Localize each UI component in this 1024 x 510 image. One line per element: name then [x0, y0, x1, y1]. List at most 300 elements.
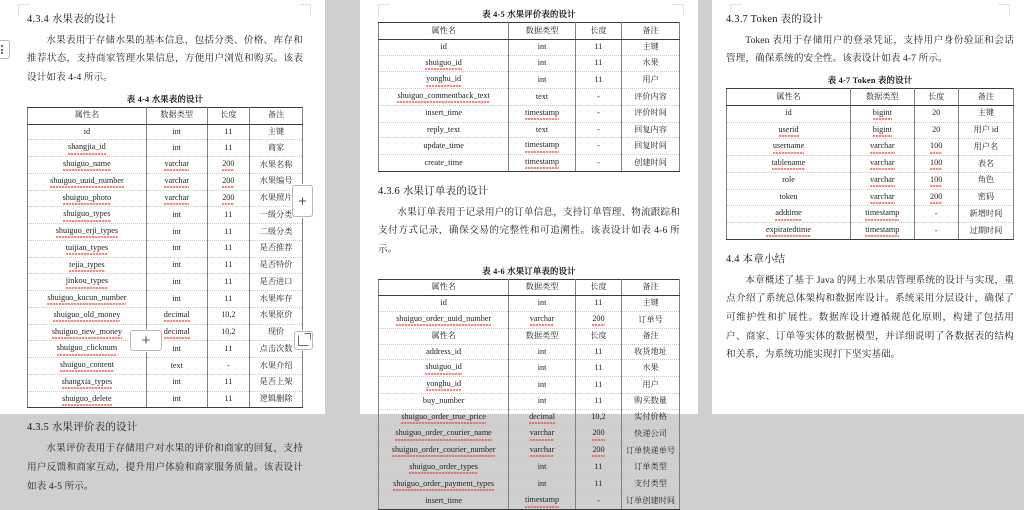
cell-attribute	[28, 358, 147, 375]
plus-icon: +	[298, 192, 307, 210]
cell-remark: 水果	[622, 55, 680, 72]
cell-remark: 评价内容	[622, 89, 680, 106]
cell-datatype	[509, 493, 576, 510]
cell-remark: 是否推荐	[250, 240, 303, 257]
cell-attribute	[379, 360, 509, 377]
cell-length: 11	[207, 124, 249, 140]
cell-length: -	[575, 155, 621, 172]
cell-remark: 购买数量	[622, 393, 680, 409]
table-header-row	[28, 107, 303, 124]
spellcheck-underline: yonghu_id	[426, 379, 461, 390]
table-move-handle-button[interactable]	[0, 40, 10, 59]
cell-length: 11	[207, 207, 249, 224]
table-4-4-fruit[interactable]	[27, 107, 303, 409]
table-resize-handle-button[interactable]	[294, 331, 313, 350]
table-row	[379, 138, 680, 155]
cell-length: 11	[207, 341, 249, 358]
table-row	[28, 274, 303, 291]
cell-datatype	[851, 223, 914, 240]
col-header-length: 长度	[575, 279, 621, 296]
cell-datatype	[851, 105, 914, 122]
cell-datatype	[851, 139, 914, 156]
table-body	[727, 105, 1014, 239]
spellcheck-underline: shuiguo_kucun_number	[47, 293, 126, 304]
cell-datatype	[509, 443, 576, 460]
cell-remark: 二级分类	[250, 224, 303, 241]
table-row	[379, 476, 680, 493]
cell-attribute	[28, 240, 147, 257]
cell-remark: 水果库存	[250, 291, 303, 308]
cell-length	[575, 443, 621, 460]
cell-datatype: int	[509, 55, 576, 72]
cell-attribute: reply_text	[379, 122, 509, 138]
cell-remark: 创建时间	[622, 155, 680, 172]
table-row	[379, 493, 680, 510]
cell-length: 11	[575, 360, 621, 377]
table-caption-4-7: 表 4-7 Token 表的设计	[827, 76, 913, 86]
cell-attribute	[379, 72, 509, 89]
cell-attribute: insert_time	[379, 493, 509, 510]
cell-datatype: text	[509, 122, 576, 138]
document-page-3	[712, 0, 1024, 414]
cell-length: -	[575, 493, 621, 510]
cell-length: 11	[207, 391, 249, 408]
cell-remark: 水果编号	[250, 173, 303, 190]
spellcheck-underline: shuiguo_order_true_price	[401, 412, 486, 423]
spellcheck-underline: varchar	[164, 159, 189, 170]
cell-remark: 水果原价	[250, 307, 303, 324]
heading-4-3-7: 4.3.7 Token 表的设计	[726, 14, 824, 25]
spellcheck-underline: shuiguo_new_money	[52, 327, 122, 338]
col-header-datatype: 数据类型	[509, 23, 576, 40]
cell-remark: 表名	[958, 156, 1013, 173]
cell-attribute: update_time	[379, 138, 509, 155]
cell-attribute	[379, 89, 509, 106]
table-row	[379, 296, 680, 312]
cell-datatype: int	[509, 377, 576, 394]
cell-remark: 用户	[622, 377, 680, 394]
spellcheck-underline: tuijian_types	[66, 243, 108, 254]
cell-remark: 主键	[958, 105, 1013, 122]
spellcheck-underline: decimal	[529, 412, 555, 423]
paragraph-4-4: 本章概述了基于 Java 的网上水果店管理系统的设计与实现，重点介绍了系统总体架构和数据库设计。系统采用分层设计，确保了可维护性和扩展性。数据库设计遵循规范化原则，构建了包括用户、商家、订单等实体的数据模型，并详细说明了各数据表的结构和关系，为系统功能实现打下坚实基础。	[726, 274, 1014, 361]
cell-datatype: int	[146, 291, 207, 308]
table-subheader-row	[379, 328, 680, 344]
cell-datatype: int	[146, 224, 207, 241]
spellcheck-underline: timestamp	[865, 208, 899, 219]
table-row	[379, 89, 680, 106]
cell-attribute	[28, 341, 147, 358]
spellcheck-underline: 200	[592, 314, 604, 325]
spellcheck-underline: varchar	[870, 158, 895, 169]
table-4-5-fruit-review[interactable]	[378, 22, 680, 172]
col-header-attribute: 属性名	[379, 23, 509, 40]
cell-datatype	[146, 173, 207, 190]
cell-datatype	[146, 190, 207, 207]
cell-remark: 过期时间	[958, 223, 1013, 240]
heading-4-3-4: 4.3.4 水果表的设计	[27, 14, 117, 25]
cell-datatype	[509, 105, 576, 122]
spellcheck-underline: expiratedtime	[766, 225, 811, 236]
spellcheck-underline: varchar	[530, 445, 555, 456]
table-row	[28, 157, 303, 174]
cell-remark: 新增时间	[958, 206, 1013, 223]
table-row	[28, 307, 303, 324]
cell-remark: 水果介绍	[250, 358, 303, 375]
col-header-remark: 备注	[250, 107, 303, 124]
cell-remark: 订单快递单号	[622, 443, 680, 460]
cell-attribute	[28, 324, 147, 341]
spellcheck-underline: tablename	[772, 158, 806, 169]
cell-datatype	[509, 155, 576, 172]
col-header-remark: 备注	[622, 23, 680, 40]
cell-attribute: token	[727, 189, 851, 206]
table-4-7-token[interactable]	[726, 88, 1014, 240]
paragraph-4-3-6: 水果订单表用于记录用户的订单信息，支持订单管理、物流跟踪和支付方式记录，确保交易的完整性和可追溯性。该表设计如表 4-6 所示。	[378, 206, 680, 255]
spellcheck-underline: timestamp	[525, 495, 559, 506]
spellcheck-underline: bigint	[873, 108, 892, 119]
cell-attribute	[379, 409, 509, 426]
table-header-row	[379, 23, 680, 40]
col-header-datatype: 数据类型	[509, 279, 576, 296]
document-page-1	[0, 0, 325, 492]
table-row	[727, 105, 1014, 122]
cell-length: -	[207, 358, 249, 375]
spellcheck-underline: yonghu_id	[426, 74, 461, 85]
spellcheck-underline: 100	[930, 141, 942, 152]
cell-remark: 主键	[250, 124, 303, 140]
heading-4-4: 4.4 本章小结	[726, 253, 786, 265]
cell-attribute: address_id	[379, 344, 509, 360]
spellcheck-underline: shuiguo_id	[425, 58, 461, 69]
cell-attribute	[727, 139, 851, 156]
table-row	[28, 124, 303, 140]
cell-attribute: id	[379, 296, 509, 312]
spellcheck-underline: jinkou_types	[66, 276, 108, 287]
table-row	[379, 344, 680, 360]
cell-attribute	[379, 443, 509, 460]
spellcheck-underline: 100	[930, 158, 942, 169]
cell-datatype	[851, 122, 914, 139]
spellcheck-underline: timestamp	[865, 225, 899, 236]
spellcheck-underline: 100	[930, 175, 942, 186]
cell-remark: 回复时间	[622, 138, 680, 155]
cell-length: 11	[575, 476, 621, 493]
table-row	[379, 312, 680, 329]
table-row	[28, 324, 303, 341]
spellcheck-underline: userid	[779, 125, 799, 136]
cell-datatype: int	[146, 140, 207, 157]
cell-remark: 用户 id	[958, 122, 1013, 139]
cell-attribute: create_time	[379, 155, 509, 172]
cell-datatype: int	[509, 393, 576, 409]
table-body	[379, 39, 680, 171]
table-row	[28, 240, 303, 257]
cell-datatype	[851, 172, 914, 189]
cell-datatype: int	[146, 341, 207, 358]
cell-datatype: int	[509, 459, 576, 476]
cell-datatype: int	[146, 124, 207, 140]
spellcheck-underline: varchar	[530, 428, 555, 439]
spellcheck-underline: shuiguo_photo	[63, 193, 112, 204]
table-4-6-fruit-order[interactable]	[378, 279, 680, 510]
cell-attribute	[727, 156, 851, 173]
cell-datatype	[851, 156, 914, 173]
cell-attribute	[28, 157, 147, 174]
spellcheck-underline: timestamp	[525, 108, 559, 119]
cell-attribute: role	[727, 172, 851, 189]
cell-datatype: int	[509, 476, 576, 493]
table-row	[28, 391, 303, 408]
table-row	[28, 224, 303, 241]
cell-length: 11	[575, 344, 621, 360]
cell-remark: 支付类型	[622, 476, 680, 493]
table-row	[379, 122, 680, 138]
spellcheck-underline: shuiguo_old_money	[53, 310, 120, 321]
col-header-length: 长度	[914, 89, 958, 106]
table-row	[727, 156, 1014, 173]
spellcheck-underline: 200	[222, 193, 234, 204]
spellcheck-underline: shuiguo_content	[60, 360, 114, 371]
cell-attribute	[28, 140, 147, 157]
cell-remark: 订单创建时间	[622, 493, 680, 510]
cell-datatype	[509, 138, 576, 155]
spellcheck-underline: shuiguo_order_types	[409, 462, 478, 473]
cell-attribute	[379, 312, 509, 329]
table-row	[379, 155, 680, 172]
cell-attribute	[28, 190, 147, 207]
cell-length: -	[575, 89, 621, 106]
cell-remark: 订单类型	[622, 459, 680, 476]
cell-attribute	[28, 224, 147, 241]
spellcheck-underline: shangxia_types	[62, 377, 112, 388]
table-row	[28, 374, 303, 391]
cell-remark: 收货地址	[622, 344, 680, 360]
cell-datatype: text	[146, 358, 207, 375]
spellcheck-underline: varchar	[870, 141, 895, 152]
cell-remark: 水果	[622, 360, 680, 377]
col-header-datatype: 数据类型	[146, 107, 207, 124]
cell-attribute	[379, 377, 509, 394]
cell-datatype	[509, 409, 576, 426]
cell-length	[914, 189, 958, 206]
grid-dots-icon	[0, 45, 3, 54]
cell-length	[207, 173, 249, 190]
spellcheck-underline: shuiguo_order_uuid_number	[396, 314, 491, 325]
cell-remark: 评价时间	[622, 105, 680, 122]
cell-length	[575, 426, 621, 443]
cell-attribute: id	[727, 105, 851, 122]
cell-length: 11	[575, 72, 621, 89]
table-row	[727, 122, 1014, 139]
spellcheck-underline: 200	[592, 445, 604, 456]
cell-attribute	[28, 391, 147, 408]
cell-datatype: int	[146, 207, 207, 224]
cell-length: 11	[207, 140, 249, 157]
spellcheck-underline: shuiguo_clicknum	[57, 343, 118, 354]
col-header-length: 长度	[575, 23, 621, 40]
cell-datatype: int	[146, 374, 207, 391]
spellcheck-underline: 200	[222, 159, 234, 170]
cell-datatype	[851, 206, 914, 223]
cell-length	[914, 156, 958, 173]
cell-length: 11	[207, 240, 249, 257]
cell-length: 11	[575, 55, 621, 72]
table-row	[379, 105, 680, 122]
col-header-attribute: 属性名	[28, 107, 147, 124]
cell-length: 11	[207, 274, 249, 291]
table-row	[28, 140, 303, 157]
cell-attribute	[28, 207, 147, 224]
spellcheck-underline: username	[773, 141, 804, 152]
cell-length: -	[575, 138, 621, 155]
spellcheck-underline: timestamp	[525, 157, 559, 168]
cell-length: 10,2	[207, 307, 249, 324]
table-row	[28, 257, 303, 274]
table-row	[28, 173, 303, 190]
cell-datatype	[146, 307, 207, 324]
cell-datatype: int	[509, 39, 576, 55]
spellcheck-underline: varchar	[870, 192, 895, 203]
cell-datatype: int	[146, 274, 207, 291]
resize-corner-icon	[298, 335, 309, 346]
cell-length: 11	[207, 374, 249, 391]
col-header-repeat: 长度	[575, 328, 621, 344]
cell-remark: 用户名	[958, 139, 1013, 156]
cell-attribute: id	[379, 39, 509, 55]
document-page-2	[360, 0, 698, 505]
spellcheck-underline: varchar	[530, 314, 555, 325]
cell-remark: 回复内容	[622, 122, 680, 138]
cell-remark: 主键	[622, 39, 680, 55]
table-caption-4-4: 表 4-4 水果表的设计	[126, 94, 204, 104]
cell-attribute	[379, 55, 509, 72]
cell-remark: 一级分类	[250, 207, 303, 224]
spellcheck-underline: 200	[592, 428, 604, 439]
cell-length	[207, 190, 249, 207]
cell-remark: 订单号	[622, 312, 680, 329]
cell-length: 11	[575, 377, 621, 394]
cell-remark: 密码	[958, 189, 1013, 206]
cell-datatype: int	[146, 257, 207, 274]
table-row	[379, 393, 680, 409]
table-row	[379, 39, 680, 55]
cell-attribute: insert_time	[379, 105, 509, 122]
spellcheck-underline: shuiguo_uuid_number	[50, 176, 124, 187]
cell-length	[207, 157, 249, 174]
spellcheck-underline: shuiguo_name	[63, 159, 111, 170]
cell-datatype: int	[509, 344, 576, 360]
heading-4-3-5: 4.3.5 水果评价表的设计	[27, 422, 138, 434]
cell-remark: 水果照片	[250, 190, 303, 207]
spellcheck-underline: varchar	[164, 193, 189, 204]
spellcheck-underline: 200	[222, 176, 234, 187]
cell-length: 11	[575, 296, 621, 312]
table-caption-4-6: 表 4-6 水果订单表的设计	[482, 266, 576, 276]
spellcheck-underline: shuiguo_types	[63, 209, 110, 220]
table-caption-4-5: 表 4-5 水果评价表的设计	[482, 10, 576, 19]
table-row	[727, 139, 1014, 156]
col-header-datatype: 数据类型	[851, 89, 914, 106]
col-header-attribute: 属性名	[727, 89, 851, 106]
cell-attribute	[727, 223, 851, 240]
paragraph-4-3-7: Token 表用于存储用户的登录凭证，支持用户身份验证和会话管理，确保系统的安全性。该表设计如表 4-7 所示。	[726, 34, 1014, 65]
cell-length: 11	[575, 39, 621, 55]
cell-datatype	[509, 426, 576, 443]
cell-length: 10,2	[575, 409, 621, 426]
col-header-repeat: 数据类型	[509, 328, 576, 344]
paragraph-4-3-5: 水果评价表用于存储用户对水果的评价和商家的回复，支持用户反馈和商家互动，提升用户体验和商家服务质量。该表设计如表 4-5 所示。	[27, 443, 303, 492]
table-row	[379, 409, 680, 426]
cell-length: -	[575, 105, 621, 122]
spellcheck-underline: shuiguo_order_courier_name	[395, 428, 491, 439]
table-row	[379, 360, 680, 377]
spellcheck-underline: bigint	[873, 125, 892, 136]
cell-attribute	[28, 274, 147, 291]
cell-length: 20	[914, 122, 958, 139]
cell-datatype	[146, 157, 207, 174]
cell-remark: 是否特价	[250, 257, 303, 274]
cell-length: 11	[207, 257, 249, 274]
cell-remark: 逻辑删除	[250, 391, 303, 408]
table-row	[727, 223, 1014, 240]
spellcheck-underline: 200	[930, 192, 942, 203]
paragraph-4-3-4: 水果表用于存储水果的基本信息，包括分类、价格、库存和推荐状态，支持商家管理水果信息，方便用户浏览和购买。该表设计如表 4-4 所示。	[27, 34, 303, 84]
cell-attribute	[727, 122, 851, 139]
col-header-remark: 备注	[958, 89, 1013, 106]
cell-length: 20	[914, 105, 958, 122]
cell-length: 11	[575, 459, 621, 476]
table-add-row-button[interactable]	[292, 185, 313, 217]
cell-remark: 角色	[958, 172, 1013, 189]
table-row	[379, 443, 680, 460]
cell-remark: 是否进口	[250, 274, 303, 291]
col-header-repeat: 备注	[622, 328, 680, 344]
cell-attribute	[28, 291, 147, 308]
cell-attribute	[727, 206, 851, 223]
table-row	[727, 189, 1014, 206]
table-row	[28, 207, 303, 224]
spellcheck-underline: shuiguo_order_courier_number	[392, 445, 496, 456]
table-row	[727, 206, 1014, 223]
table-header-row	[379, 279, 680, 296]
col-header-attribute: 属性名	[379, 279, 509, 296]
table-body	[28, 124, 303, 408]
cell-attribute	[28, 374, 147, 391]
table-row	[379, 72, 680, 89]
cell-remark: 快递公司	[622, 426, 680, 443]
spellcheck-underline: addtime	[775, 208, 801, 219]
cell-remark: 用户	[622, 72, 680, 89]
cell-attribute: buy_number	[379, 393, 509, 409]
heading-4-3-6: 4.3.6 水果订单表的设计	[378, 185, 489, 197]
cell-length: -	[914, 223, 958, 240]
cell-remark: 现价	[250, 324, 303, 341]
spellcheck-underline: tejia_types	[69, 260, 104, 271]
table-add-column-button[interactable]	[130, 330, 162, 351]
spellcheck-underline: decimal	[164, 310, 190, 321]
cell-remark: 主键	[622, 296, 680, 312]
cell-attribute	[28, 173, 147, 190]
cell-attribute	[28, 307, 147, 324]
spellcheck-underline: varchar	[164, 176, 189, 187]
cell-length: -	[914, 206, 958, 223]
spellcheck-underline: shuiguo_order_payment_types	[393, 479, 494, 490]
table-body	[379, 296, 680, 510]
table-row	[379, 426, 680, 443]
col-header-length: 长度	[207, 107, 249, 124]
cell-length	[914, 139, 958, 156]
